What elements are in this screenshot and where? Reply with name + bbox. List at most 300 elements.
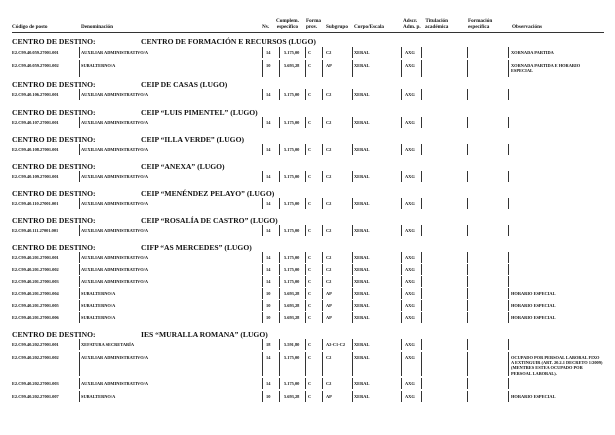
cell-corpo: XERAL [354,394,370,399]
table-row [0,300,615,311]
cell-forma: C [308,63,312,68]
cell-adscr: AXG [405,291,415,296]
cell-subgrupo: C2 [326,50,332,55]
cell-code: E2.C99.40.059.27001.002 [12,63,59,68]
cell-subgrupo: C2 [326,255,332,260]
cell-complemento: 5.591,80 [284,342,300,347]
cell-corpo: XERAL [354,291,370,296]
column-divider [279,339,280,350]
cell-denominacion: AUXILIAR ADMINISTRATIVO/A [81,50,149,55]
cell-adscr: AXG [405,92,415,97]
column-divider [508,339,509,350]
column-divider [401,117,402,128]
column-divider [279,171,280,182]
column-divider [262,252,263,263]
column-divider [508,300,509,311]
section-heading [12,162,225,171]
column-divider [262,276,263,287]
column-divider [421,288,422,299]
cell-complemento: 5.175,00 [284,201,300,206]
cell-forma: C [308,291,312,296]
column-divider [262,225,263,236]
column-divider [421,339,422,350]
cell-subgrupo: AP [326,394,332,399]
cell-nivel: 14 [266,201,271,206]
column-divider [467,312,468,323]
cell-subgrupo: AP [326,315,332,320]
column-divider [352,391,353,402]
cell-code: E2.C99.40.202.27001.003 [12,381,59,386]
cell-observacions: XORNADA PARTIDA [511,50,554,55]
column-divider [467,300,468,311]
column-divider [305,300,306,311]
cell-forma: C [308,315,312,320]
cell-complemento: 5.175,00 [284,279,300,284]
cell-corpo: XERAL [354,174,370,179]
cell-adscr: AXG [405,342,415,347]
section-heading [12,37,316,46]
column-divider [79,198,80,209]
header-titulacion: Titulación académica [425,18,449,31]
column-divider [279,47,280,58]
cell-corpo: XERAL [354,355,370,360]
destination-label: CENTRO DE DESTINO: [12,216,96,225]
column-divider [421,60,422,77]
cell-complemento: 5.175,00 [284,50,300,55]
cell-subgrupo: C2 [326,201,332,206]
cell-forma: C [308,303,312,308]
cell-code: E2.C99.40.107.27001.001 [12,120,59,125]
cell-adscr: AXG [405,267,415,272]
cell-adscr: AXG [405,381,415,386]
column-divider [352,171,353,182]
column-divider [305,117,306,128]
column-divider [352,312,353,323]
cell-denominacion: AUXILIAR ADMINISTRATIVO/A [81,92,149,97]
cell-nivel: 14 [266,355,271,360]
cell-forma: C [308,381,312,386]
destination-label: CENTRO DE DESTINO: [12,37,96,46]
column-divider [508,252,509,263]
destination-label: CENTRO DE DESTINO: [12,162,96,171]
column-divider [279,288,280,299]
column-divider [467,378,468,389]
cell-complemento: 5.175,00 [284,381,300,386]
column-divider [467,252,468,263]
cell-subgrupo: C2 [326,279,332,284]
column-divider [508,288,509,299]
cell-adscr: AXG [405,303,415,308]
column-divider [262,288,263,299]
column-divider [421,47,422,58]
column-divider [305,312,306,323]
column-divider [322,391,323,402]
column-divider [79,300,80,311]
column-divider [79,252,80,263]
column-divider [79,378,80,389]
table-row [0,276,615,287]
column-divider [352,378,353,389]
column-divider [262,300,263,311]
destination-label: CENTRO DE DESTINO: [12,330,96,339]
column-divider [322,144,323,155]
column-divider [352,352,353,376]
cell-forma: C [308,174,312,179]
cell-adscr: AXG [405,355,415,360]
cell-complemento: 5.175,00 [284,228,300,233]
column-divider [279,391,280,402]
cell-corpo: XERAL [354,63,370,68]
cell-code: E2.C99.40.202.27001.007 [12,394,59,399]
column-divider [262,60,263,77]
cell-nivel: 10 [266,291,271,296]
column-divider [305,47,306,58]
column-divider [401,252,402,263]
column-divider [508,89,509,100]
center-name: CEIP “LUIS PIMENTEL” (LUGO) [141,108,258,117]
column-divider [322,264,323,275]
cell-subgrupo: C2 [326,381,332,386]
column-divider [279,352,280,376]
column-divider [467,264,468,275]
cell-forma: C [308,92,312,97]
column-divider [352,252,353,263]
column-divider [305,198,306,209]
column-divider [421,117,422,128]
column-divider [421,144,422,155]
column-divider [262,352,263,376]
column-divider [401,312,402,323]
section-heading [12,80,228,89]
column-divider [79,352,80,376]
cell-complemento: 5.175,00 [284,267,300,272]
header-adscr: Adscr. Adm. p. [403,18,421,31]
column-divider [401,225,402,236]
cell-denominacion: SUBALTERNO/A [81,63,116,68]
column-divider [421,276,422,287]
cell-subgrupo: C2 [326,147,332,152]
column-divider [279,252,280,263]
column-divider [421,391,422,402]
destination-label: CENTRO DE DESTINO: [12,189,96,198]
cell-nivel: 14 [266,279,271,284]
cell-forma: C [308,267,312,272]
column-divider [352,60,353,77]
cell-nivel: 14 [266,147,271,152]
cell-code: E2.C99.40.201.27001.001 [12,255,59,260]
column-divider [305,276,306,287]
column-divider [508,276,509,287]
column-divider [508,352,509,376]
column-divider [79,264,80,275]
cell-corpo: XERAL [354,50,370,55]
cell-adscr: AXG [405,120,415,125]
cell-denominacion: AUXILIAR ADMINISTRATIVO/A [81,381,149,386]
header-corpo: Corpo/Escala [354,24,384,30]
column-divider [79,47,80,58]
column-divider [401,171,402,182]
cell-denominacion: SUBALTERNO/A [81,394,116,399]
column-divider [279,264,280,275]
cell-denominacion: SUBALTERNO/A [81,303,116,308]
cell-nivel: 10 [266,303,271,308]
column-divider [279,89,280,100]
column-divider [79,144,80,155]
cell-denominacion: SUBALTERNO/A [81,315,116,320]
column-divider [421,300,422,311]
cell-nivel: 14 [266,92,271,97]
column-divider [279,276,280,287]
column-divider [421,225,422,236]
column-divider [508,391,509,402]
cell-adscr: AXG [405,50,415,55]
column-divider [322,276,323,287]
column-divider [322,47,323,58]
column-divider [467,339,468,350]
cell-complemento: 5.175,00 [284,255,300,260]
cell-subgrupo: A2-C1-C2 [326,342,346,347]
cell-observacions: HORARIO ESPECIAL [511,315,556,320]
column-divider [421,252,422,263]
column-divider [508,312,509,323]
column-divider [305,352,306,376]
cell-adscr: AXG [405,394,415,399]
header-complemento: Complem. específico [276,18,299,31]
column-divider [305,378,306,389]
cell-nivel: 10 [266,315,271,320]
column-divider [401,391,402,402]
cell-subgrupo: C2 [326,174,332,179]
column-divider [421,264,422,275]
center-name: CEIP “ANEXA” (LUGO) [141,162,225,171]
column-divider [467,171,468,182]
column-divider [305,171,306,182]
cell-nivel: 14 [266,267,271,272]
center-name: CEIP DE CASAS (LUGO) [141,80,228,89]
cell-denominacion: AUXILIAR ADMINISTRATIVO/A [81,147,149,152]
cell-observacions: HORARIO ESPECIAL [511,394,556,399]
table-row [0,117,615,128]
cell-code: E2.C99.40.202.27001.001 [12,342,59,347]
column-divider [401,89,402,100]
cell-nivel: 10 [266,394,271,399]
column-divider [79,339,80,350]
table-row [0,198,615,209]
column-divider [262,117,263,128]
cell-code: E2.C99.40.110.27001.001 [12,201,59,206]
cell-denominacion: AUXILIAR ADMINISTRATIVO/A [81,255,149,260]
column-divider [352,47,353,58]
cell-code: E2.C99.40.201.27001.005 [12,303,59,308]
cell-corpo: XERAL [354,92,370,97]
cell-corpo: XERAL [354,120,370,125]
column-divider [279,198,280,209]
column-divider [401,352,402,376]
cell-nivel: 14 [266,381,271,386]
cell-corpo: XERAL [354,381,370,386]
column-divider [262,312,263,323]
cell-observacions: OCUPADO POR PERSOAL LABORAL FIXO A EXTINGUIR (ART. 20.2.1 DECRETO 1/2009) (MENTRES ESTEA OCUPADO POR PERSOAL LABORAL). [511,355,603,376]
cell-corpo: XERAL [354,342,370,347]
column-divider [262,378,263,389]
cell-complemento: 5.693,28 [284,63,300,68]
column-divider [262,391,263,402]
cell-code: E2.C99.40.202.27001.002 [12,355,59,360]
column-divider [401,339,402,350]
column-divider [305,60,306,77]
column-divider [322,89,323,100]
cell-subgrupo: C2 [326,92,332,97]
cell-corpo: XERAL [354,147,370,152]
header-codigo: Código de posto [12,24,48,30]
cell-code: E2.C99.40.059.27001.001 [12,50,59,55]
column-divider [401,378,402,389]
section-heading [12,108,258,117]
cell-denominacion: AUXILIAR ADMINISTRATIVO/A [81,174,149,179]
column-divider [508,47,509,58]
center-name: CEIP “MENÉNDEZ PELAYO” (LUGO) [141,189,275,198]
destination-label: CENTRO DE DESTINO: [12,135,96,144]
column-divider [279,312,280,323]
column-divider [305,391,306,402]
cell-forma: C [308,255,312,260]
cell-subgrupo: C2 [326,228,332,233]
column-divider [305,144,306,155]
column-divider [305,89,306,100]
cell-nivel: 14 [266,50,271,55]
cell-denominacion: XEFATURA SECRETARÍA [81,342,135,347]
column-divider [279,144,280,155]
cell-nivel: 10 [266,63,271,68]
column-divider [467,144,468,155]
section-heading [12,243,252,252]
column-divider [401,276,402,287]
header-observacions: Observacións [512,24,542,30]
cell-adscr: AXG [405,255,415,260]
column-divider [79,391,80,402]
column-divider [305,339,306,350]
center-name: CEIP “ROSALÍA DE CASTRO” (LUGO) [141,216,278,225]
section-heading [12,330,268,339]
column-divider [401,47,402,58]
cell-subgrupo: C2 [326,267,332,272]
cell-corpo: XERAL [354,279,370,284]
cell-observacions: HORARIO ESPECIAL [511,303,556,308]
cell-forma: C [308,201,312,206]
column-divider [467,352,468,376]
header-nivel: Nv. [262,24,270,30]
header-denominacion: Denominación [81,24,113,30]
cell-adscr: AXG [405,279,415,284]
column-divider [401,288,402,299]
column-divider [322,339,323,350]
table-row [0,60,615,77]
column-divider [322,288,323,299]
column-divider [79,89,80,100]
column-divider [421,352,422,376]
cell-forma: C [308,228,312,233]
column-divider [79,171,80,182]
column-divider [305,288,306,299]
column-divider [421,312,422,323]
column-divider [352,144,353,155]
cell-adscr: AXG [405,201,415,206]
cell-adscr: AXG [405,147,415,152]
column-divider [279,117,280,128]
column-divider [79,117,80,128]
column-divider [421,171,422,182]
cell-corpo: XERAL [354,201,370,206]
cell-denominacion: AUXILIAR ADMINISTRATIVO/A [81,267,149,272]
column-divider [262,264,263,275]
column-divider [508,378,509,389]
table-row [0,47,615,58]
cell-subgrupo: AP [326,303,332,308]
column-divider [352,339,353,350]
cell-complemento: 5.175,00 [284,355,300,360]
cell-code: E2.C99.40.201.27001.006 [12,315,59,320]
section-heading [12,189,275,198]
table-row [0,288,615,299]
cell-observacions: XORNADA PARTIDA E HORARIO ESPECIAL [511,63,581,74]
cell-code: E2.C99.40.109.27001.001 [12,174,59,179]
destination-label: CENTRO DE DESTINO: [12,243,96,252]
cell-adscr: AXG [405,228,415,233]
cell-complemento: 5.693,28 [284,303,300,308]
column-divider [305,264,306,275]
column-divider [508,264,509,275]
column-divider [279,378,280,389]
table-row [0,225,615,236]
column-divider [508,225,509,236]
cell-denominacion: AUXILIAR ADMINISTRATIVO/A [81,228,149,233]
destination-label: CENTRO DE DESTINO: [12,108,96,117]
table-row [0,378,615,389]
column-divider [262,171,263,182]
column-divider [79,60,80,77]
cell-observacions: HORARIO ESPECIAL [511,291,556,296]
column-divider [262,89,263,100]
cell-forma: C [308,147,312,152]
table-row [0,252,615,263]
cell-forma: C [308,279,312,284]
cell-corpo: XERAL [354,228,370,233]
column-divider [79,225,80,236]
column-divider [322,378,323,389]
column-divider [322,171,323,182]
cell-code: E2.C99.40.108.27001.001 [12,147,59,152]
header-subgrupo: Subgrupo [326,24,348,30]
cell-forma: C [308,50,312,55]
cell-subgrupo: C2 [326,120,332,125]
destination-label: CENTRO DE DESTINO: [12,80,96,89]
cell-complemento: 5.693,28 [284,291,300,296]
cell-corpo: XERAL [354,255,370,260]
center-name: CIFP “AS MERCEDES” (LUGO) [141,243,252,252]
column-divider [421,198,422,209]
table-row [0,352,615,376]
column-divider [322,312,323,323]
table-row [0,264,615,275]
column-divider [79,312,80,323]
header-forma: Forma prov. [306,18,321,31]
column-divider [467,89,468,100]
column-divider [352,264,353,275]
column-divider [322,60,323,77]
column-divider [352,89,353,100]
cell-code: E2.C99.40.201.27001.002 [12,267,59,272]
cell-complemento: 5.693,28 [284,315,300,320]
